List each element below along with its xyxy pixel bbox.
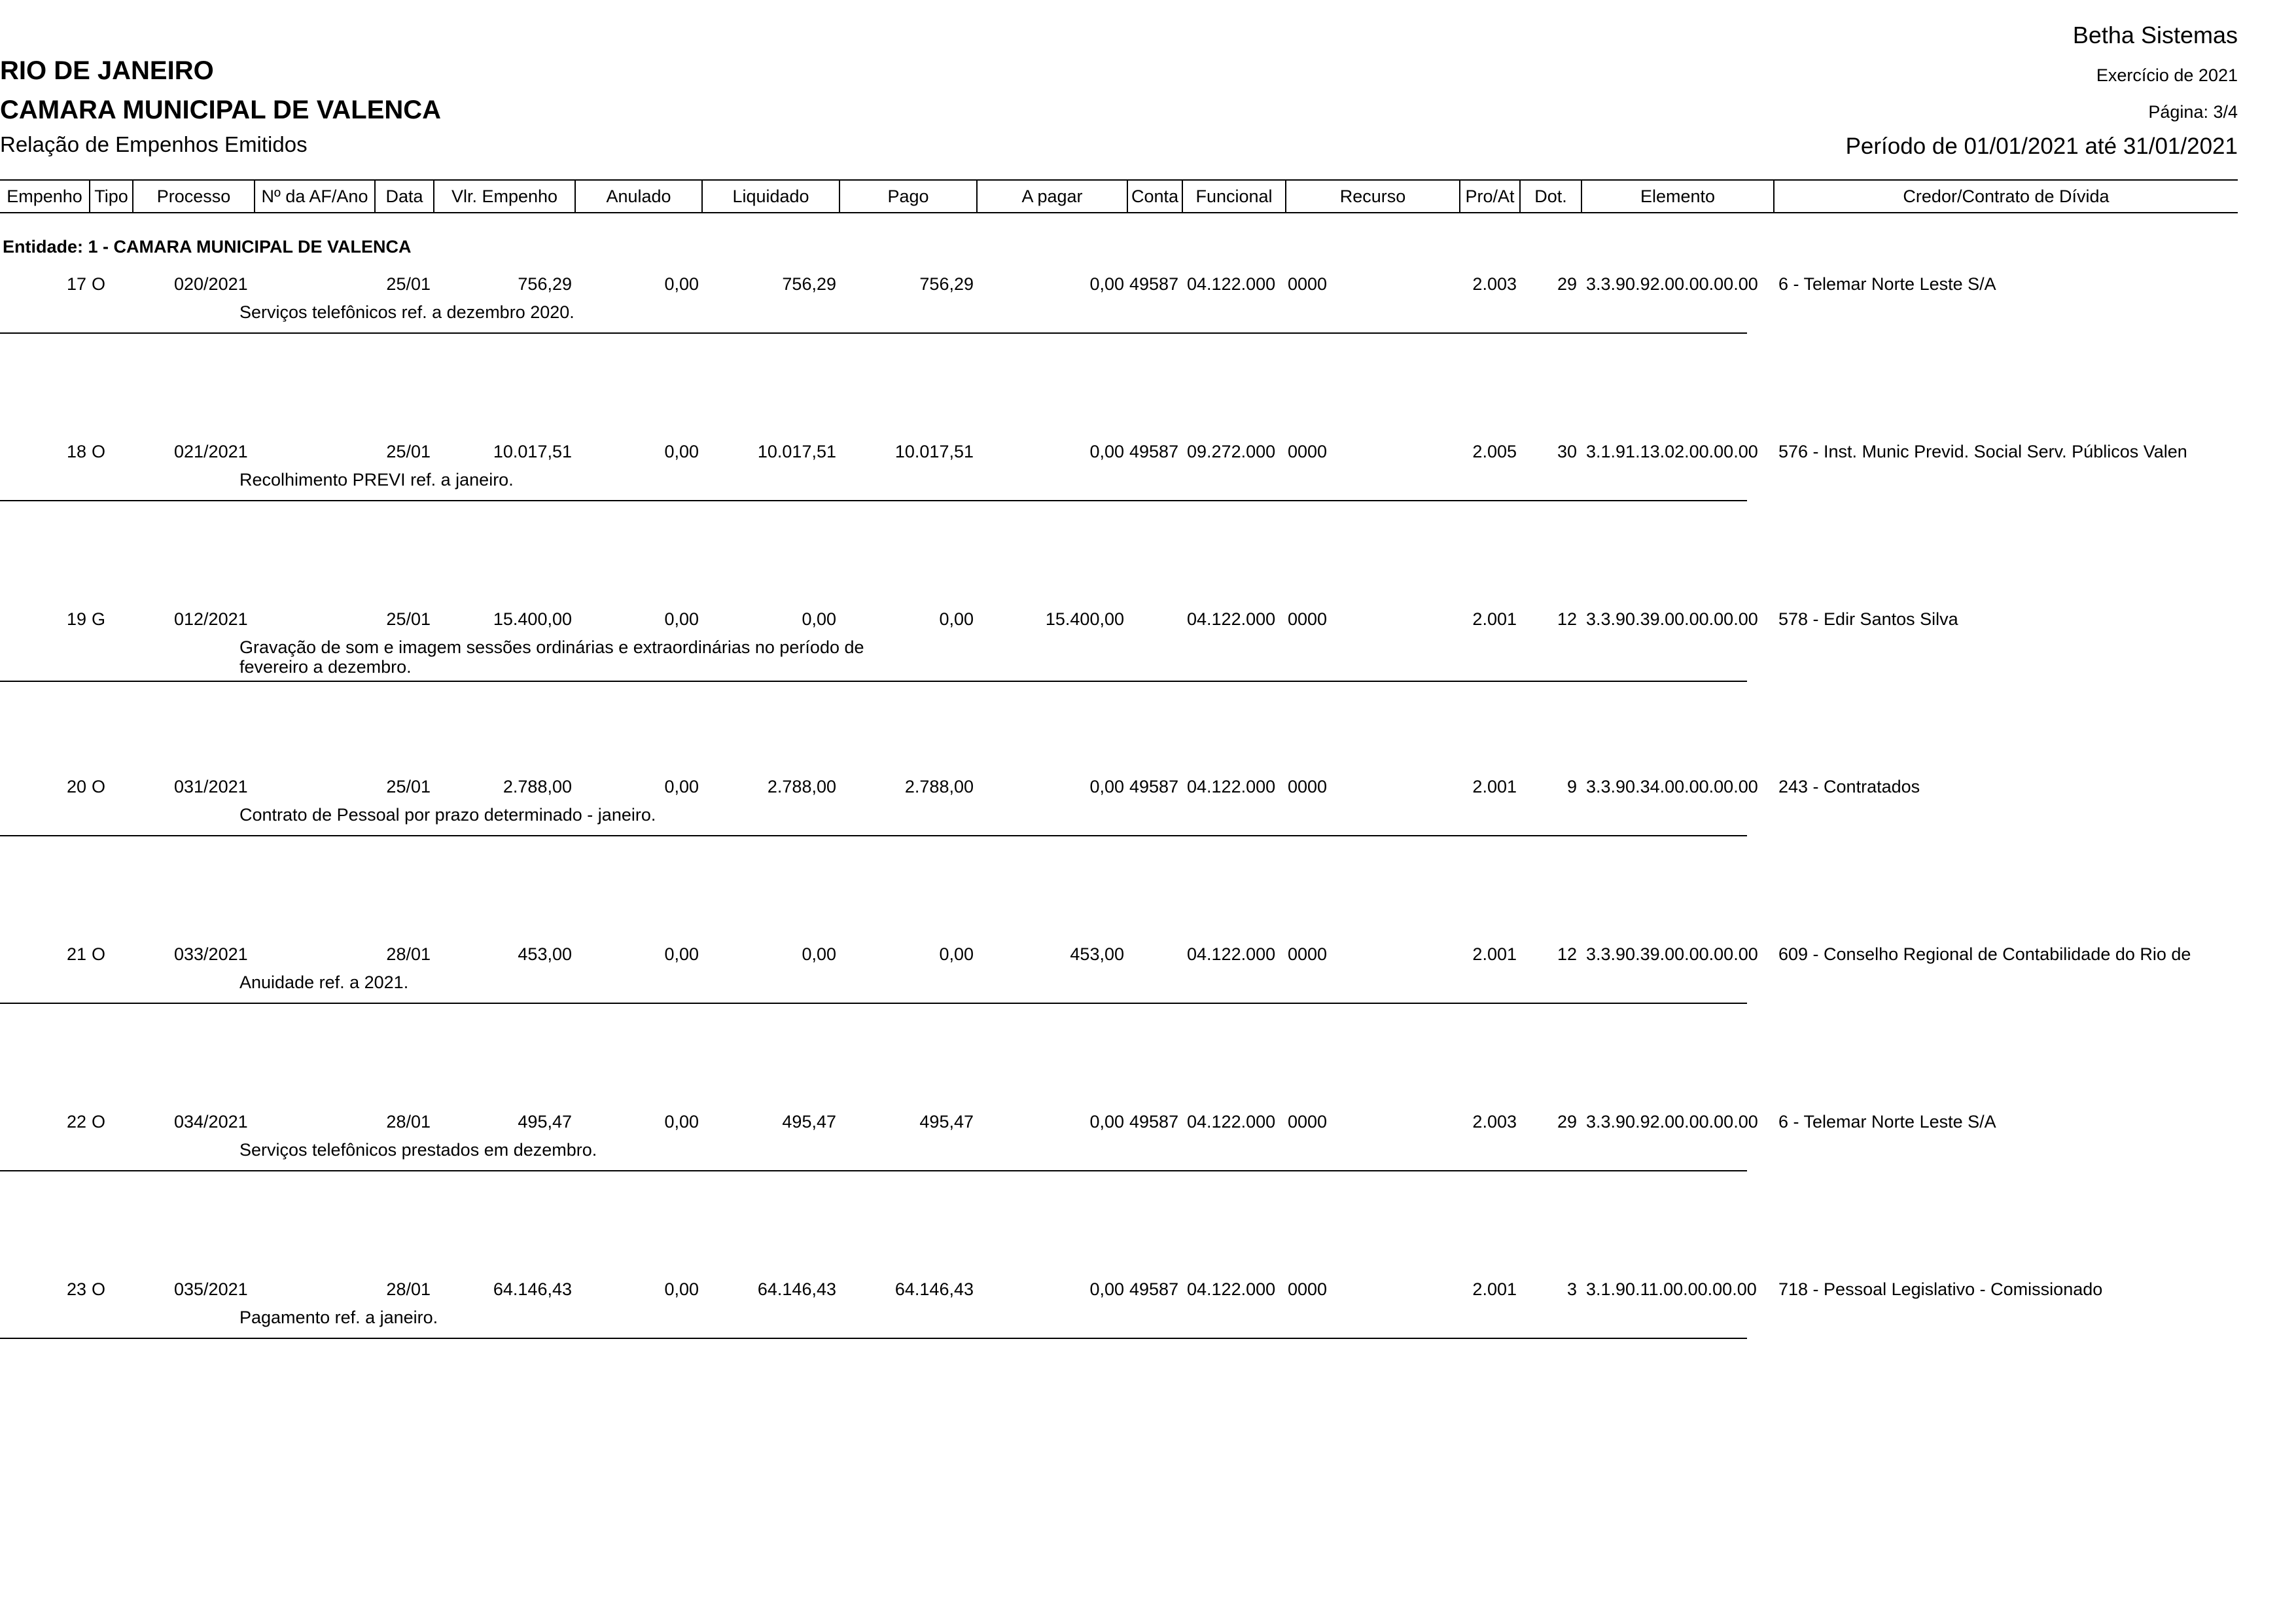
cell-descricao: Gravação de som e imagem sessões ordinárias e extraordinárias no período de fevereiro a dezembro. <box>239 637 864 677</box>
cell-empenho: 22 <box>66 1112 86 1132</box>
cell-data: 25/01 <box>386 777 431 796</box>
col-data: Data <box>374 181 433 212</box>
table-row <box>0 776 1920 836</box>
cell-conta: 49587 <box>1129 777 1179 796</box>
cell-elemento: 3.3.90.92.00.00.00.00 <box>1586 1112 1758 1132</box>
cell-recurso: 0000 <box>1288 609 1328 629</box>
cell-valor: 15.400,00 <box>493 609 572 629</box>
table-row <box>0 1279 2103 1339</box>
table-row <box>0 1111 1996 1171</box>
cell-elemento: 3.3.90.39.00.00.00.00 <box>1586 609 1758 629</box>
state-title: RIO DE JANEIRO <box>0 56 214 85</box>
cell-pro-at: 2.003 <box>1472 1112 1517 1132</box>
col-recurso: Recurso <box>1285 181 1459 212</box>
report-title: Relação de Empenhos Emitidos <box>0 132 308 156</box>
cell-processo: 034/2021 <box>174 1112 248 1132</box>
table-row <box>0 944 2191 1004</box>
cell-conta: 49587 <box>1129 274 1179 294</box>
cell-elemento: 3.3.90.34.00.00.00.00 <box>1586 777 1758 796</box>
table-row <box>0 274 1996 334</box>
cell-liquidado: 64.146,43 <box>757 1279 836 1299</box>
cell-funcional: 04.122.000 <box>1187 944 1276 964</box>
cell-valor: 2.788,00 <box>503 777 572 796</box>
cell-anulado: 0,00 <box>664 442 699 461</box>
cell-tipo: O <box>92 1279 106 1299</box>
col-pro-at: Pro/At <box>1459 181 1519 212</box>
cell-processo: 020/2021 <box>174 274 248 294</box>
cell-pago: 0,00 <box>939 609 974 629</box>
cell-descricao: Contrato de Pessoal por prazo determinado - janeiro. <box>239 805 656 825</box>
cell-elemento: 3.1.90.11.00.00.00.00 <box>1586 1279 1757 1299</box>
cell-pago: 756,29 <box>919 274 974 294</box>
cell-data: 25/01 <box>386 609 431 629</box>
cell-processo: 012/2021 <box>174 609 248 629</box>
report-period: Período de 01/01/2021 até 31/01/2021 <box>1845 134 2238 159</box>
cell-liquidado: 756,29 <box>782 274 836 294</box>
cell-anulado: 0,00 <box>664 777 699 796</box>
cell-valor: 10.017,51 <box>493 442 572 461</box>
cell-funcional: 04.122.000 <box>1187 609 1276 629</box>
cell-a-pagar: 0,00 <box>1089 442 1124 461</box>
cell-processo: 021/2021 <box>174 442 248 461</box>
col-tipo: Tipo <box>89 181 132 212</box>
cell-anulado: 0,00 <box>664 944 699 964</box>
cell-pago: 2.788,00 <box>904 777 974 796</box>
page-number: Página: 3/4 <box>2148 102 2238 122</box>
cell-descricao: Recolhimento PREVI ref. a janeiro. <box>239 470 514 490</box>
cell-anulado: 0,00 <box>664 1112 699 1132</box>
cell-tipo: O <box>92 442 106 461</box>
cell-funcional: 04.122.000 <box>1187 777 1276 796</box>
cell-elemento: 3.1.91.13.02.00.00.00 <box>1586 442 1758 461</box>
cell-a-pagar: 0,00 <box>1089 777 1124 796</box>
cell-tipo: O <box>92 777 106 796</box>
col-liquidado: Liquidado <box>701 181 839 212</box>
cell-descricao: Anuidade ref. a 2021. <box>239 972 409 992</box>
cell-valor: 453,00 <box>518 944 572 964</box>
table-row <box>0 609 1958 682</box>
cell-dot: 30 <box>1557 442 1577 461</box>
col-elemento: Elemento <box>1581 181 1773 212</box>
cell-recurso: 0000 <box>1288 274 1328 294</box>
col-a-pagar: A pagar <box>976 181 1127 212</box>
cell-valor: 756,29 <box>518 274 572 294</box>
col-anulado: Anulado <box>574 181 701 212</box>
cell-liquidado: 495,47 <box>782 1112 836 1132</box>
cell-descricao: Serviços telefônicos prestados em dezembro. <box>239 1140 597 1160</box>
cell-liquidado: 10.017,51 <box>757 442 836 461</box>
cell-pago: 10.017,51 <box>894 442 974 461</box>
cell-tipo: O <box>92 274 106 294</box>
cell-a-pagar: 0,00 <box>1089 274 1124 294</box>
cell-credor: 609 - Conselho Regional de Contabilidade do Rio de <box>1778 944 2191 964</box>
cell-credor: 6 - Telemar Norte Leste S/A <box>1778 274 1996 294</box>
cell-dot: 29 <box>1557 274 1577 294</box>
cell-dot: 9 <box>1566 777 1577 796</box>
cell-dot: 29 <box>1557 1112 1577 1132</box>
cell-tipo: G <box>92 609 106 629</box>
cell-pago: 64.146,43 <box>894 1279 974 1299</box>
col-pago: Pago <box>839 181 976 212</box>
cell-elemento: 3.3.90.92.00.00.00.00 <box>1586 274 1758 294</box>
col-vlr-empenho: Vlr. Empenho <box>433 181 574 212</box>
cell-a-pagar: 0,00 <box>1089 1112 1124 1132</box>
cell-tipo: O <box>92 1112 106 1132</box>
cell-conta: 49587 <box>1129 1279 1179 1299</box>
cell-pro-at: 2.005 <box>1472 442 1517 461</box>
cell-pro-at: 2.001 <box>1472 944 1517 964</box>
cell-liquidado: 0,00 <box>802 609 836 629</box>
cell-credor: 578 - Edir Santos Silva <box>1778 609 1958 629</box>
cell-liquidado: 2.788,00 <box>767 777 836 796</box>
cell-processo: 035/2021 <box>174 1279 248 1299</box>
cell-empenho: 19 <box>66 609 86 629</box>
entity-line: Entidade: 1 - CAMARA MUNICIPAL DE VALENCA <box>3 237 412 257</box>
cell-funcional: 04.122.000 <box>1187 1112 1276 1132</box>
exercise-year: Exercício de 2021 <box>2096 65 2238 85</box>
cell-credor: 243 - Contratados <box>1778 777 1920 796</box>
cell-processo: 031/2021 <box>174 777 248 796</box>
cell-data: 25/01 <box>386 442 431 461</box>
cell-pro-at: 2.003 <box>1472 274 1517 294</box>
cell-descricao: Serviços telefônicos ref. a dezembro 2020. <box>239 302 574 322</box>
cell-pro-at: 2.001 <box>1472 1279 1517 1299</box>
cell-conta: 49587 <box>1129 1112 1179 1132</box>
cell-pro-at: 2.001 <box>1472 777 1517 796</box>
cell-descricao: Pagamento ref. a janeiro. <box>239 1308 438 1327</box>
column-header-bar <box>0 179 2238 213</box>
cell-credor: 576 - Inst. Munic Previd. Social Serv. Públicos Valen <box>1778 442 2187 461</box>
cell-a-pagar: 15.400,00 <box>1045 609 1124 629</box>
cell-recurso: 0000 <box>1288 1112 1328 1132</box>
cell-data: 25/01 <box>386 274 431 294</box>
table-row <box>0 441 2187 501</box>
col-dot: Dot. <box>1519 181 1581 212</box>
cell-data: 28/01 <box>386 1112 431 1132</box>
cell-valor: 495,47 <box>518 1112 572 1132</box>
cell-pro-at: 2.001 <box>1472 609 1517 629</box>
cell-empenho: 20 <box>66 777 86 796</box>
col-credor: Credor/Contrato de Dívida <box>1773 181 2238 212</box>
col-processo: Processo <box>132 181 254 212</box>
cell-empenho: 18 <box>66 442 86 461</box>
cell-liquidado: 0,00 <box>802 944 836 964</box>
cell-recurso: 0000 <box>1288 442 1328 461</box>
cell-empenho: 21 <box>66 944 86 964</box>
cell-elemento: 3.3.90.39.00.00.00.00 <box>1586 944 1758 964</box>
cell-anulado: 0,00 <box>664 609 699 629</box>
col-funcional: Funcional <box>1182 181 1285 212</box>
cell-credor: 718 - Pessoal Legislativo - Comissionado <box>1778 1279 2103 1299</box>
cell-funcional: 04.122.000 <box>1187 274 1276 294</box>
cell-data: 28/01 <box>386 1279 431 1299</box>
cell-recurso: 0000 <box>1288 944 1328 964</box>
cell-a-pagar: 0,00 <box>1089 1279 1124 1299</box>
cell-pago: 0,00 <box>939 944 974 964</box>
brand-name: Betha Sistemas <box>2072 22 2238 48</box>
col-conta: Conta <box>1127 181 1182 212</box>
cell-a-pagar: 453,00 <box>1070 944 1124 964</box>
cell-dot: 3 <box>1566 1279 1577 1299</box>
cell-dot: 12 <box>1557 609 1577 629</box>
cell-conta: 49587 <box>1129 442 1179 461</box>
cell-credor: 6 - Telemar Norte Leste S/A <box>1778 1112 1996 1132</box>
cell-processo: 033/2021 <box>174 944 248 964</box>
cell-funcional: 04.122.000 <box>1187 1279 1276 1299</box>
cell-data: 28/01 <box>386 944 431 964</box>
cell-recurso: 0000 <box>1288 1279 1328 1299</box>
cell-empenho: 23 <box>66 1279 86 1299</box>
entity-title: CAMARA MUNICIPAL DE VALENCA <box>0 96 442 124</box>
cell-recurso: 0000 <box>1288 777 1328 796</box>
cell-funcional: 09.272.000 <box>1187 442 1276 461</box>
cell-empenho: 17 <box>66 274 86 294</box>
cell-tipo: O <box>92 944 106 964</box>
col-af-ano: Nº da AF/Ano <box>254 181 374 212</box>
cell-anulado: 0,00 <box>664 1279 699 1299</box>
cell-anulado: 0,00 <box>664 274 699 294</box>
cell-dot: 12 <box>1557 944 1577 964</box>
cell-pago: 495,47 <box>919 1112 974 1132</box>
cell-valor: 64.146,43 <box>493 1279 572 1299</box>
col-empenho: Empenho <box>7 187 82 206</box>
